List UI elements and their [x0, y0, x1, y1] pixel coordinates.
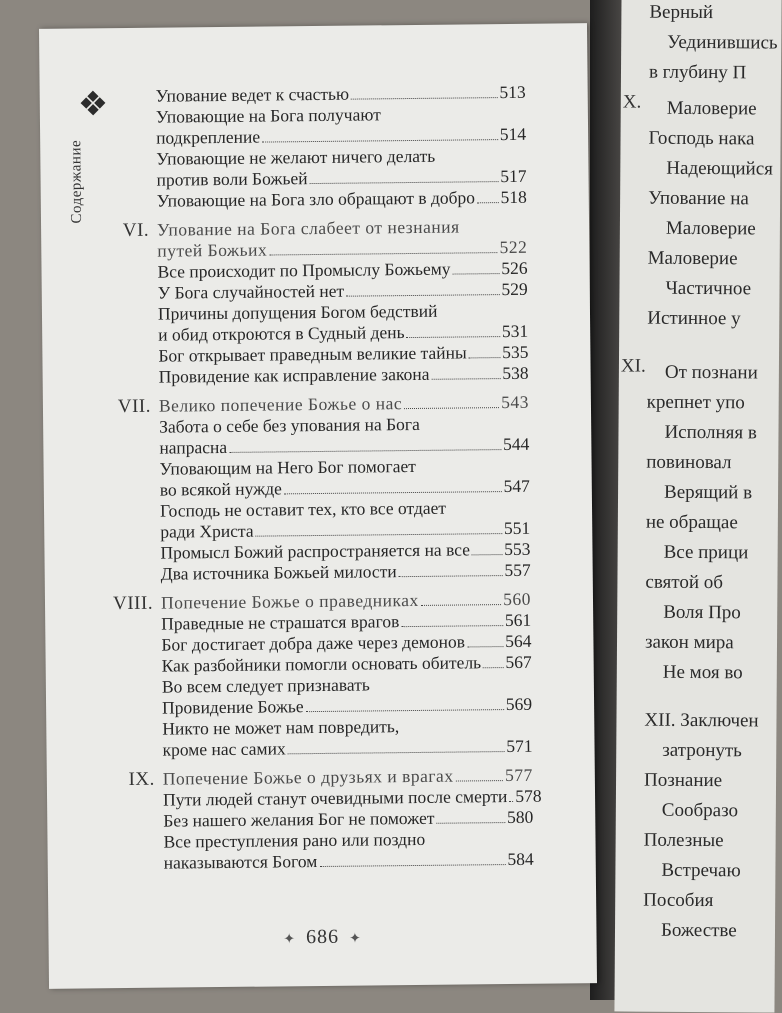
toc-entry-title: Пути людей станут очевидными после смерти: [162, 786, 508, 810]
toc-entry-title: во всякой нужде: [159, 478, 282, 500]
dot-leader: [456, 780, 504, 781]
toc-section: [40, 81, 589, 213]
toc-section: [45, 588, 595, 762]
toc-page-number: 567: [505, 651, 532, 673]
toc-entry-title: Провидение Божье: [161, 696, 304, 718]
facing-page-line: повиновал: [646, 451, 732, 474]
facing-page-line: закон мира: [644, 631, 734, 654]
facing-page-line: в глубину П: [648, 61, 747, 84]
toc-page-number: 518: [500, 186, 527, 208]
dot-leader: [421, 604, 502, 606]
toc-page-number: 544: [503, 433, 530, 455]
star-icon: ✦: [348, 931, 362, 947]
toc-entry-title: Причины допущения Богом бедствий: [157, 300, 438, 324]
toc-entry-title: ради Христа: [160, 520, 254, 542]
dot-leader: [399, 575, 503, 577]
toc-entry-title: Промысл Божий распространяется на все: [160, 539, 471, 563]
facing-page-line: Воля Про: [663, 601, 741, 624]
toc-entry: [156, 145, 526, 191]
toc-entry-title: Попечение Божье о праведниках: [160, 589, 419, 613]
toc-section: [41, 215, 591, 389]
facing-page-line: Частичное: [665, 277, 752, 300]
facing-page-line: Пособия: [643, 889, 714, 912]
facing-page-line: Верный: [649, 1, 714, 24]
dot-leader: [269, 252, 497, 255]
toc-entry-title: Провидение как исправление закона: [158, 363, 430, 387]
table-of-contents: [40, 81, 596, 883]
dot-leader: [467, 646, 503, 647]
facing-section-numeral: XI.: [620, 355, 646, 377]
dot-leader: [472, 554, 502, 555]
toc-page-number: 531: [501, 320, 529, 342]
facing-section-numeral: X.: [622, 91, 642, 113]
toc-page-number: 561: [504, 609, 532, 631]
facing-page-line: Маловерие: [665, 217, 756, 240]
dot-leader: [319, 864, 505, 867]
facing-page-line: Маловерие: [647, 247, 738, 270]
facing-page-line: Встречаю: [661, 859, 741, 882]
facing-page-line: крепнет упо: [646, 391, 745, 414]
toc-entry: [160, 497, 530, 543]
toc-page-number: 564: [505, 630, 532, 652]
toc-page-number: 535: [502, 341, 529, 363]
dot-leader: [483, 667, 503, 668]
toc-entry-title: кроме нас самих: [162, 738, 286, 760]
toc-entry-title: Никто не может нам повредить,: [162, 716, 400, 739]
toc-entry-title: наказываются Богом: [163, 851, 318, 873]
facing-page-line: От познани: [664, 361, 758, 384]
toc-page-number: 553: [504, 538, 531, 560]
toc-entry-title: Господь не оставит тех, кто все отдает: [159, 497, 447, 521]
toc-entry: [157, 187, 527, 212]
toc-entry-title: Упование ведет к счастью: [155, 83, 350, 106]
dot-leader: [310, 181, 499, 184]
facing-page-line: Полезные: [643, 829, 724, 852]
toc-entry-title: Уповающим на Него Бог помогает: [159, 455, 416, 479]
facing-page-line: Уединившись: [667, 31, 778, 54]
facing-page-line: Маловерие: [666, 97, 757, 120]
toc-page-number: 580: [506, 806, 534, 828]
facing-page-line: Надеющийся: [666, 157, 773, 180]
facing-page-line: Познание: [643, 769, 723, 792]
toc-entry-title: Бог открывает праведным великие тайны: [158, 342, 467, 366]
section-numeral: VI.: [122, 219, 150, 242]
toc-entry-title: Уповающие на Бога зло обращают в добро: [156, 187, 476, 211]
toc-page-number: 513: [499, 81, 526, 103]
toc-entry-title: Все преступления рано или поздно: [163, 828, 426, 852]
toc-page-number: 571: [506, 735, 533, 757]
dot-leader: [453, 273, 500, 274]
toc-entry-title: против воли Божьей: [156, 168, 308, 190]
toc-entry-title: Праведные не страшатся врагов: [161, 611, 400, 634]
toc-entry-title: подкрепление: [156, 126, 261, 148]
toc-entry: [162, 715, 532, 761]
toc-entry: [159, 363, 529, 388]
toc-entry-title: путей Божьих: [157, 239, 268, 261]
toc-page-number: 584: [507, 848, 534, 870]
toc-entry: [163, 828, 533, 874]
page-number-value: 686: [305, 925, 340, 949]
facing-page-line: не обращае: [645, 511, 738, 534]
toc-page-number: 514: [499, 123, 527, 145]
toc-entry-title: Как разбойники помогли основать обитель: [161, 652, 482, 676]
toc-page-number: 578: [515, 785, 542, 806]
toc-page-number: 557: [504, 559, 531, 581]
toc-page-number: 529: [501, 278, 528, 300]
toc-entry: [162, 652, 532, 677]
section-numeral: IX.: [128, 768, 155, 790]
toc-entry: [159, 455, 529, 501]
toc-page-number: 560: [503, 588, 532, 610]
facing-page-line: Все прици: [663, 541, 749, 564]
facing-page-line: Божестве: [660, 919, 737, 942]
toc-page-number: 522: [499, 236, 528, 258]
toc-entry-title: Уповающие на Бога получают: [155, 104, 381, 127]
dot-leader: [477, 202, 499, 203]
dot-leader: [509, 801, 513, 802]
toc-page-number: 543: [501, 391, 530, 413]
facing-page-line: XII. Заключен: [644, 709, 759, 732]
toc-entry-title: Два источника Божьей милости: [160, 561, 397, 584]
toc-entry-title: Без нашего желания Бог не поможет: [163, 807, 435, 831]
toc-entry: [162, 785, 542, 811]
running-head: Содержание: [68, 139, 86, 224]
toc-entry-title: Упование на Бога слабеет от незнания: [156, 216, 460, 240]
dot-leader: [288, 751, 505, 754]
toc-page-number: 517: [500, 165, 527, 187]
toc-entry: [161, 560, 531, 585]
facing-page-line: Сообразо: [661, 799, 739, 822]
toc-entry-title: Попечение Божье о друзьях и врагах: [162, 765, 454, 789]
section-numeral: VIII.: [112, 592, 154, 615]
toc-entry-title: и обид откроются в Судный день: [158, 322, 405, 345]
dot-leader: [346, 294, 499, 297]
toc-entry-title: Бог достигает добра даже через демонов: [161, 631, 466, 655]
toc-page-number: 526: [501, 257, 528, 279]
facing-page-line: затронуть: [662, 739, 742, 762]
dot-leader: [306, 709, 504, 712]
toc-page-number: 547: [503, 475, 530, 497]
facing-page-line: святой об: [645, 571, 724, 594]
toc-entry: [156, 103, 526, 149]
page-number: [48, 923, 596, 952]
section-numeral: [100, 86, 148, 87]
facing-page: [614, 0, 781, 1013]
toc-section: [43, 391, 593, 586]
dot-leader: [401, 625, 503, 627]
star-icon: ✦: [283, 932, 297, 948]
dot-leader: [229, 449, 501, 453]
section-numeral: VII.: [117, 395, 152, 418]
toc-entry: [158, 300, 528, 346]
toc-page-number: 577: [504, 764, 533, 786]
dot-leader: [407, 336, 500, 338]
dot-leader: [256, 533, 502, 537]
facing-page-line: Верящий в: [663, 481, 753, 504]
toc-page-number: 569: [505, 693, 533, 715]
book-page: [39, 23, 597, 989]
toc-entry-title: напрасна: [159, 436, 228, 458]
toc-entry-title: У Бога случайностей нет: [157, 280, 345, 303]
dot-leader: [351, 97, 497, 100]
toc-page-number: 538: [502, 362, 529, 384]
toc-entry: [159, 413, 529, 459]
facing-page-line: Истинное у: [647, 307, 741, 330]
facing-page-line: Исполняя в: [664, 421, 757, 444]
dot-leader: [436, 822, 505, 824]
toc-entry-title: Велико попечение Божье о нас: [158, 393, 403, 416]
dot-leader: [404, 407, 499, 409]
facing-page-line: Не моя во: [662, 661, 743, 684]
toc-entry-title: Уповающие не желают ничего делать: [156, 145, 436, 169]
dot-leader: [262, 139, 498, 142]
dot-leader: [469, 357, 500, 358]
facing-page-line: Господь нака: [648, 127, 755, 150]
toc-page-number: 551: [503, 517, 531, 539]
toc-section: [47, 764, 596, 875]
dot-leader: [431, 378, 500, 380]
toc-entry-title: Все происходит по Промыслу Божьему: [157, 258, 451, 282]
toc-entry: [162, 673, 532, 719]
ornament-icon: ❖: [77, 86, 109, 124]
facing-page-line: Упование на: [648, 187, 749, 210]
toc-section-heading: [157, 216, 527, 262]
toc-entry-title: Во всем следует признавать: [161, 674, 370, 697]
toc-entry-title: Забота о себе без упования на Бога: [159, 413, 420, 437]
dot-leader: [284, 491, 502, 494]
